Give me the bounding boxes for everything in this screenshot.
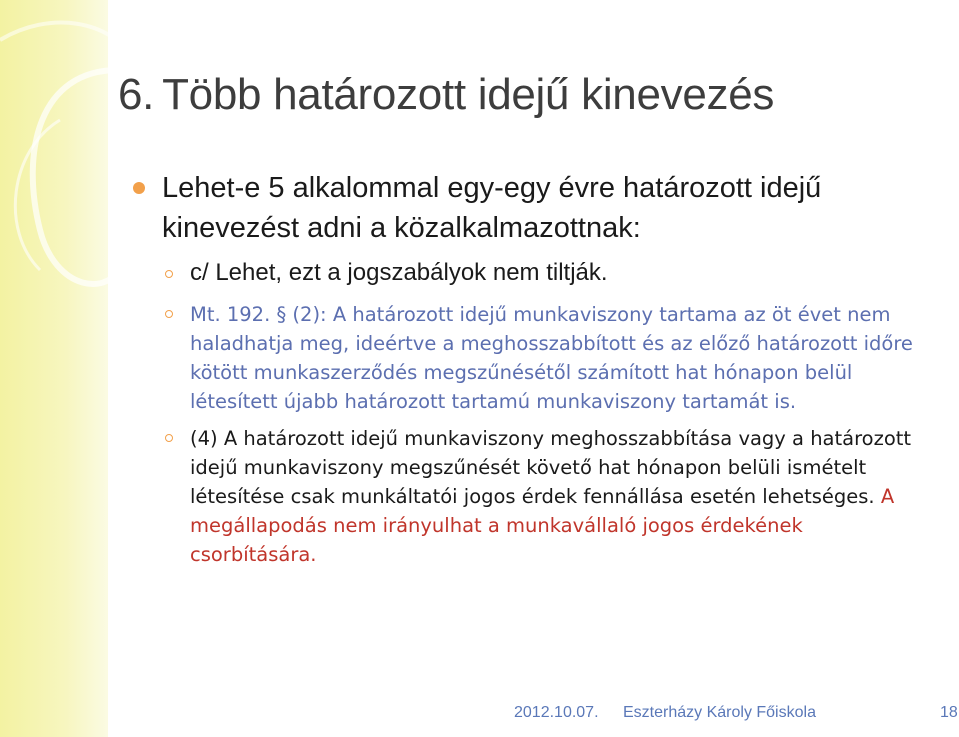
- law-paragraph-4-highlight: A megállapodás nem irányulhat a munkavállaló jogos érdekének csorbítására.: [190, 485, 895, 566]
- sub-bullet-ring-icon: [165, 310, 173, 318]
- question-text: Lehet-e 5 alkalommal egy-egy évre határozott idejű kinevezést adni a közalkalmazottnak:: [162, 172, 822, 244]
- law-paragraph-4-text: (4) A határozott idejű munkaviszony meghosszabbítása vagy a határozott idejű munkaviszony megszűnését követő hat hónapon belüli ismételt létesítése csak munkáltatói jogos érdek fennállása esetén lehetséges.: [190, 427, 912, 508]
- bullet-dot-icon: [133, 182, 145, 194]
- answer-list: [128, 258, 928, 569]
- sub-bullet-ring-icon: [165, 270, 173, 278]
- title-number: 6.: [118, 70, 155, 119]
- answer-item: [128, 258, 928, 288]
- slide-content: [128, 168, 928, 571]
- law-reference-item: [128, 300, 928, 416]
- slide-title: [118, 70, 774, 120]
- footer-page-number: 18: [940, 704, 958, 721]
- answer-text: c/ Lehet, ezt a jogszabályok nem tiltják.: [190, 259, 608, 286]
- law-reference-text: Mt. 192. § (2): A határozott idejű munkaviszony tartama az öt évet nem haladhatja meg, ideértve a meghosszabbított és az előző határozott időre kötött munkaszerződés megszűnésétől számított hat hónapon belül létesített újabb határozott tartamú munkaviszony tartamát is.: [190, 303, 913, 413]
- sub-bullet-ring-icon: [165, 434, 173, 442]
- title-text: Több határozott idejű kinevezés: [162, 70, 775, 119]
- question-bullet: [128, 168, 928, 248]
- law-paragraph-4-item: [128, 424, 928, 569]
- footer-date: 2012.10.07.: [514, 704, 599, 721]
- footer-school: Eszterházy Károly Főiskola: [623, 704, 816, 721]
